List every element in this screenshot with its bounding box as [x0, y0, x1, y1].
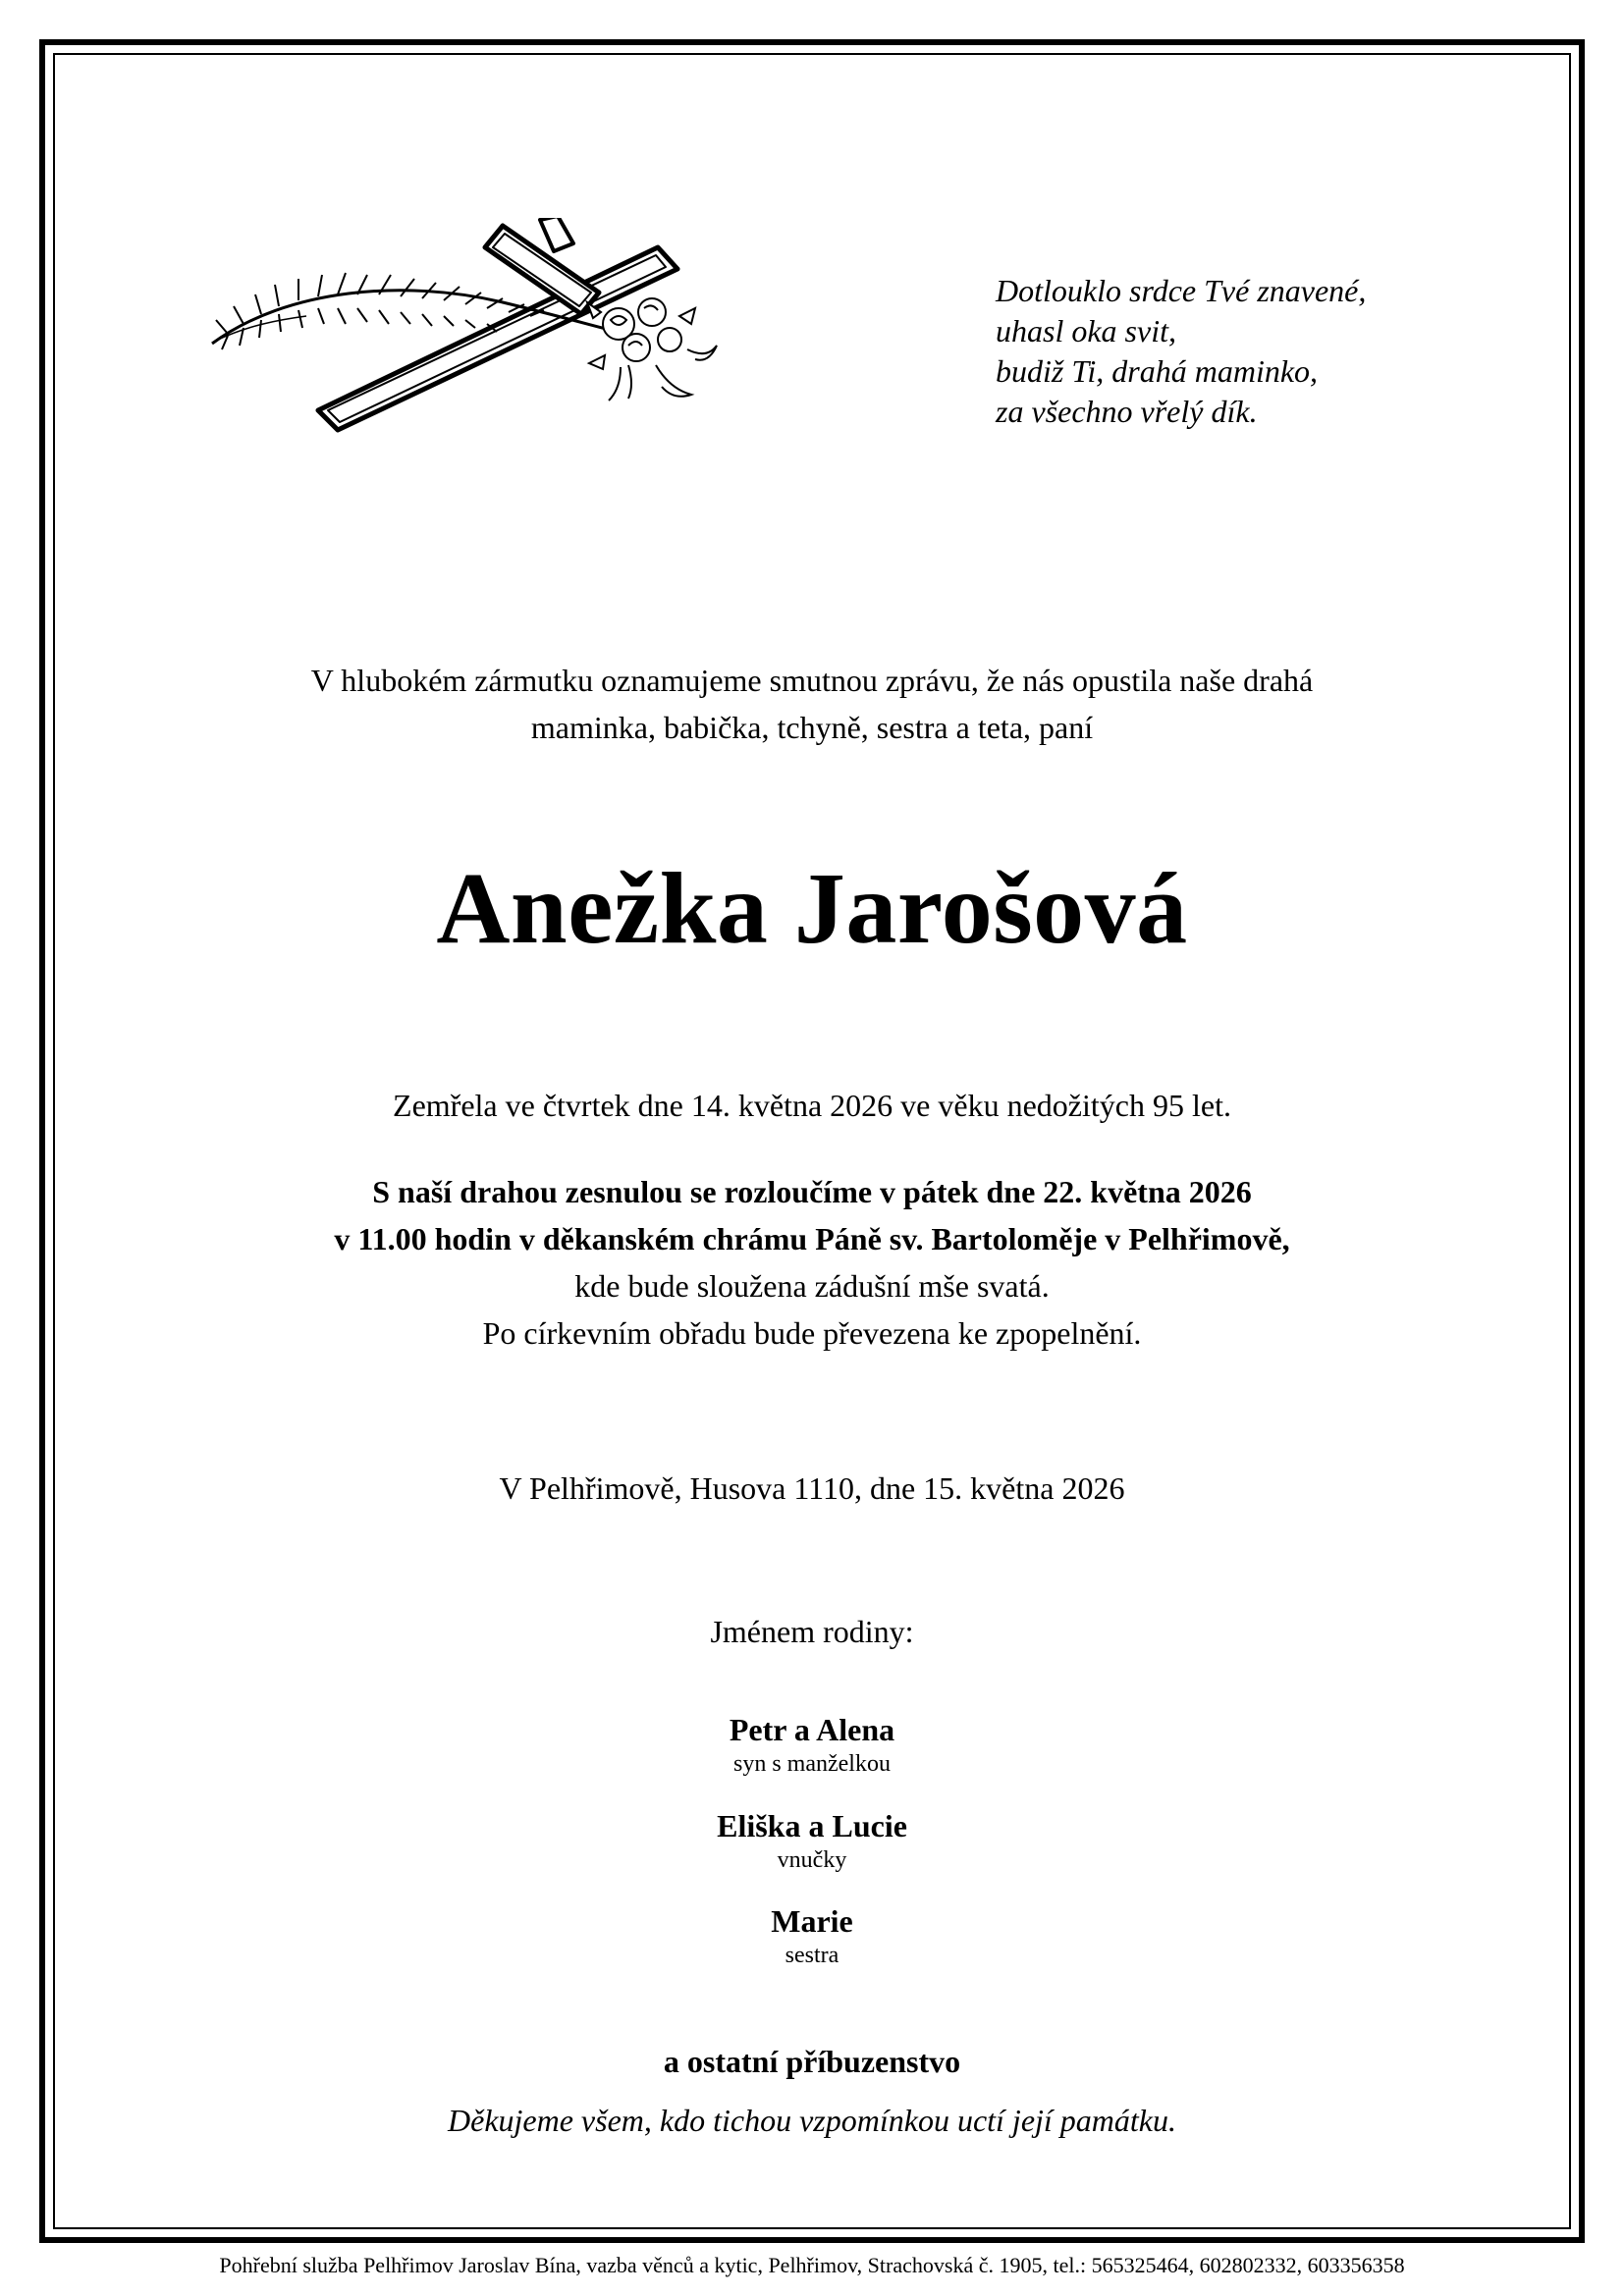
family-member-name: Eliška a Lucie	[717, 1808, 907, 1843]
family-member-name: Marie	[771, 1903, 853, 1939]
thanks-line: Děkujeme všem, kdo tichou vzpomínkou uctí její památku.	[448, 2103, 1176, 2138]
funeral-service-footer: Pohřební služba Pelhřimov Jaroslav Bína, vazba věnců a kytic, Pelhřimov, Strachovská č. 1905, tel.: 565325464, 602802332, 603356358	[219, 2253, 1405, 2277]
announcement-line: maminka, babička, tchyně, sestra a teta, paní	[530, 710, 1094, 745]
death-info: Zemřela ve čtvrtek dne 14. května 2026 ve věku nedožitých 95 let.	[393, 1088, 1231, 1123]
funeral-line-bold: v 11.00 hodin v děkanském chrámu Páně sv. Bartoloměje v Pelhřimově,	[334, 1221, 1290, 1256]
announcement	[0, 657, 1624, 751]
poem-line: uhasl oka svit,	[996, 313, 1176, 348]
poem-line: budiž Ti, drahá maminko,	[996, 353, 1319, 389]
funeral-line: Po církevním obřadu bude převezena ke zpopelnění.	[482, 1315, 1142, 1351]
place-and-date: V Pelhřimově, Husova 1110, dne 15. května 2026	[499, 1470, 1125, 1506]
family-label: Jménem rodiny:	[710, 1614, 914, 1649]
funeral-info	[0, 1168, 1624, 1357]
family-member-relation: syn s manželkou	[733, 1751, 891, 1777]
cross-with-palm-branch-and-roses-icon	[208, 218, 750, 444]
family-member	[0, 1710, 1624, 1779]
poem-verse	[996, 271, 1366, 432]
deceased-name: Anežka Jarošová	[436, 852, 1188, 965]
poem-line: za všechno vřelý dík.	[996, 394, 1258, 429]
family-member-relation: vnučky	[777, 1847, 847, 1873]
announcement-line: V hlubokém zármutku oznamujeme smutnou zprávu, že nás opustila naše drahá	[310, 663, 1314, 698]
funeral-line-bold: S naší drahou zesnulou se rozloučíme v pátek dne 22. května 2026	[372, 1174, 1252, 1209]
funeral-line: kde bude sloužena zádušní mše svatá.	[574, 1268, 1050, 1304]
other-relatives: a ostatní příbuzenstvo	[663, 2044, 961, 2079]
poem-line: Dotlouklo srdce Tvé znavené,	[996, 273, 1367, 308]
family-member	[0, 1901, 1624, 1970]
family-member-relation: sestra	[785, 1943, 839, 1968]
family-member-name: Petr a Alena	[729, 1712, 895, 1747]
family-member	[0, 1806, 1624, 1875]
